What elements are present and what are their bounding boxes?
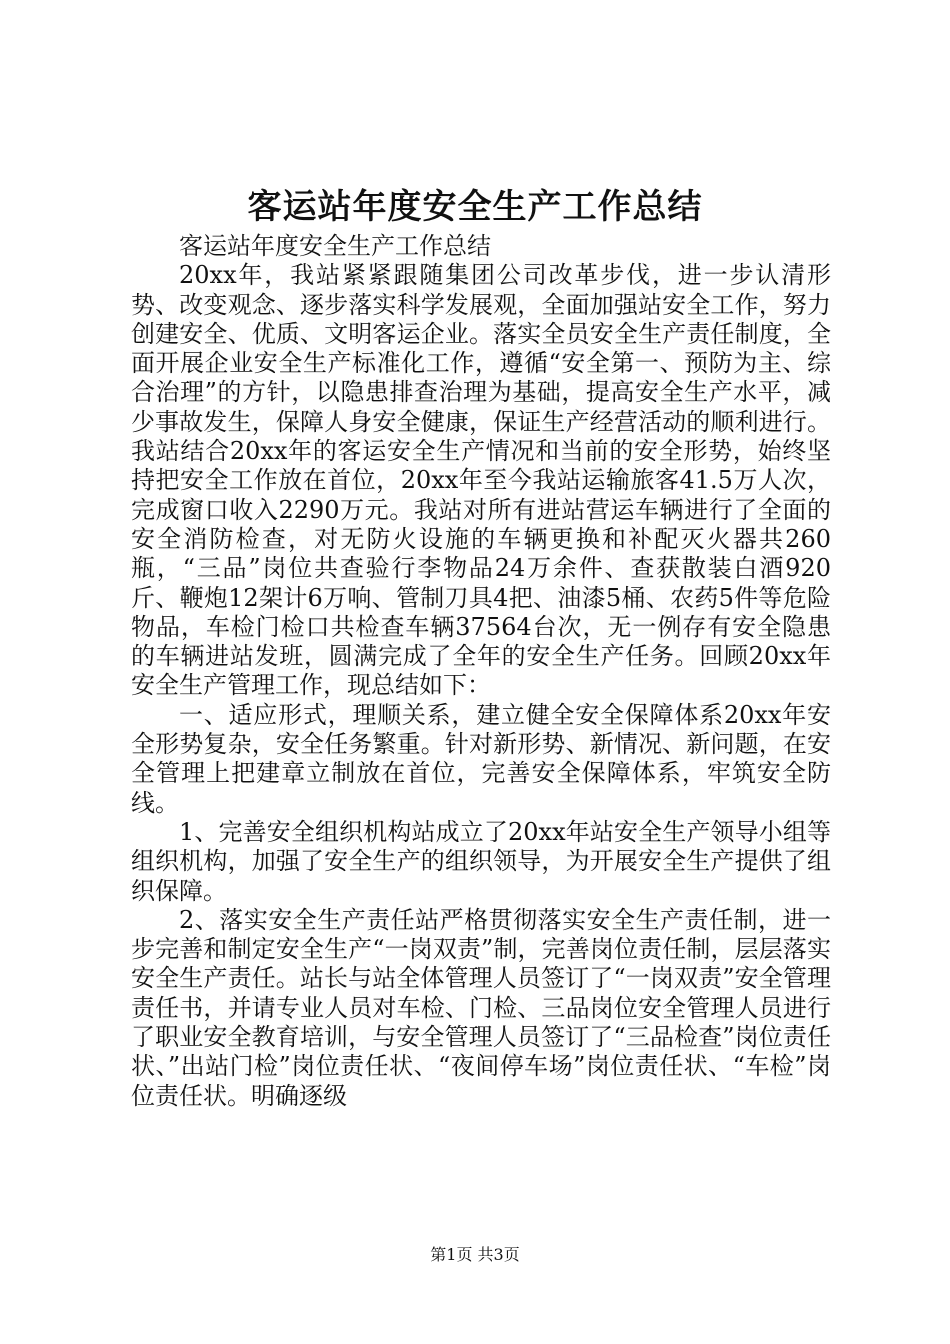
paragraph-intro: 20xx年，我站紧紧跟随集团公司改革步伐，进一步认清形势、改变观念、逐步落实科学发展观，全面加强站安全工作，努力创建安全、优质、文明客运企业。落实全员安全生产责任制度，全面开展企业安全生产标准化工作，遵循“安全第一、预防为主、综合治理”的方针，以隐患排查治理为基础，提高安全生产水平，减少事故发生，保障人身安全健康，保证生产经营活动的顺利进行。我站结合20xx年的客运安全生产情况和当前的安全形势，始终坚持把安全工作放在首位，20xx年至今我站运输旅客41.5万人次，完成窗口收入2290万元。我站对所有进站营运车辆进行了全面的安全消防检查，对无防火设施的车辆更换和补配灭火器共260瓶，“三品”岗位共查验行李物品24万余件、查获散装白酒920斤、鞭炮12架计6万响、管制刀具4把、油漆5桶、农药5件等危险物品，车检门检口共检查车辆37564台次，无一例存有安全隐患的车辆进站发班，圆满完成了全年的安全生产任务。回顾20xx年安全生产管理工作，现总结如下：: [131, 261, 831, 700]
paragraph-subtitle: 客运站年度安全生产工作总结: [179, 232, 491, 260]
document-title: 客运站年度安全生产工作总结: [247, 187, 703, 227]
page-footer: 第1页 共3页: [430, 1245, 520, 1264]
document-body: [131, 232, 831, 1111]
paragraph-item-1: 1、完善安全组织机构站成立了20xx年站安全生产领导小组等组织机构，加强了安全生产的组织领导，为开展安全生产提供了组织保障。: [131, 817, 831, 905]
paragraph-item-2: 2、落实安全生产责任站严格贯彻落实安全生产责任制，进一步完善和制定安全生产“一岗双责”制，完善岗位责任制，层层落实安全生产责任。站长与站全体管理人员签订了“一岗双责”安全管理责任书，并请专业人员对车检、门检、三品岗位安全管理人员进行了职业安全教育培训，与安全管理人员签订了“三品检查”岗位责任状、”出站门检”岗位责任状、“夜间停车场”岗位责任状、“车检”岗位责任状。明确逐级: [131, 905, 831, 1110]
paragraph-section-1: 一、适应形式，理顺关系，建立健全安全保障体系20xx年安全形势复杂，安全任务繁重。针对新形势、新情况、新问题，在安全管理上把建章立制放在首位，完善安全保障体系，牢筑安全防线。: [131, 700, 831, 817]
